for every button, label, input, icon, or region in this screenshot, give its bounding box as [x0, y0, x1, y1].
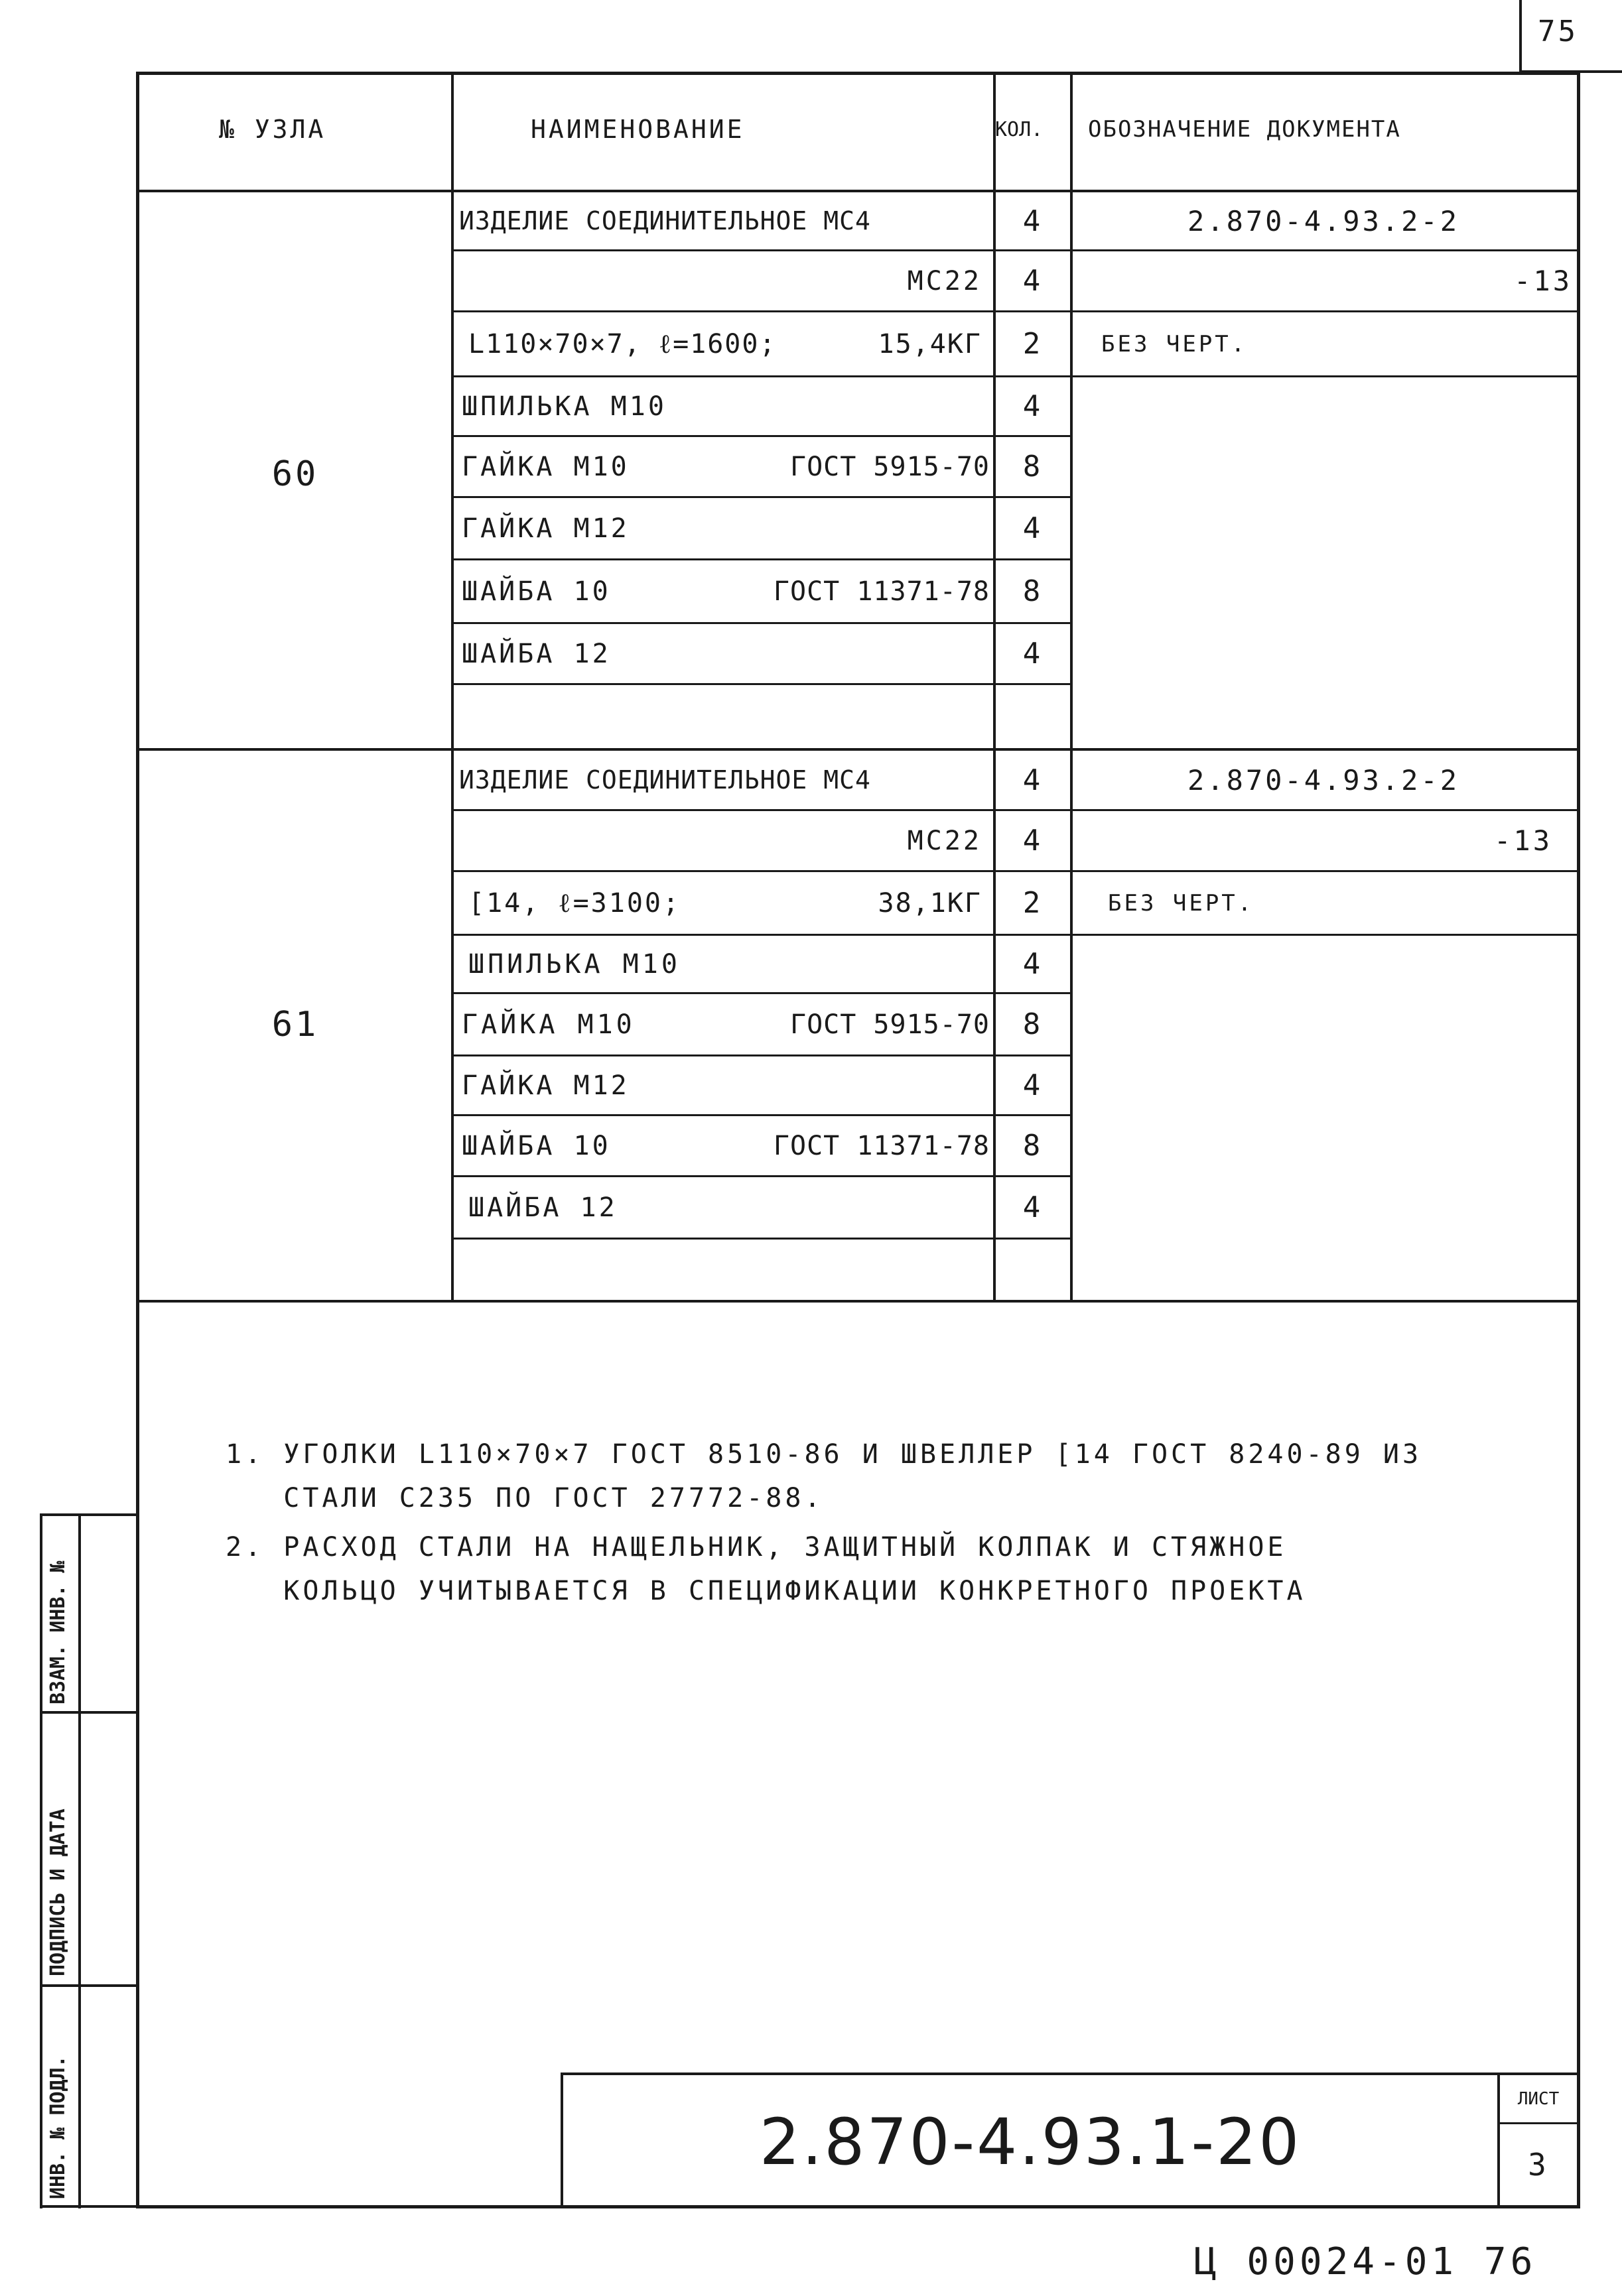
item-name: L110×70×7, ℓ=1600;	[468, 329, 777, 359]
footer-code: Ц 00024-01 76	[1194, 2240, 1537, 2283]
item-qty: 4	[1022, 947, 1044, 981]
item-qty: 8	[1022, 574, 1044, 608]
side-label-vzam: ВЗАМ. ИНВ. №	[46, 1561, 70, 1704]
note-2: 2. РАСХОД СТАЛИ НА НАЩЕЛЬНИК, ЗАЩИТНЫЙ КОЛПАК И СТЯЖНОЕ КОЛЬЦО УЧИТЫВАЕТСЯ В СПЕЦИФИКАЦИИ КОНКРЕТНОГО ПРОЕКТА	[226, 1532, 1306, 1606]
item-name: ГАЙКА М10	[462, 451, 630, 482]
item-name: [14, ℓ=3100;	[468, 888, 681, 919]
item-qty: 8	[1022, 1007, 1044, 1041]
item-qty: 2	[1022, 886, 1044, 920]
item-qty: 4	[1022, 763, 1044, 797]
item-qty: 8	[1022, 1129, 1044, 1163]
item-name: ШАЙБА 12	[468, 1192, 618, 1223]
sheet-label: ЛИСТ	[1517, 2088, 1560, 2109]
item-qty: 4	[1022, 1068, 1044, 1102]
item-name: ИЗДЕЛИЕ СОЕДИНИТЕЛЬНОЕ МС4	[459, 765, 871, 795]
item-name-right: ГОСТ 11371-78	[773, 576, 990, 607]
item-doc: 2.870-4.93.2-2	[1187, 763, 1460, 797]
item-qty: 4	[1022, 389, 1044, 423]
note-1: 1. УГОЛКИ L110×70×7 ГОСТ 8510-86 И ШВЕЛЛЕР [14 ГОСТ 8240-89 ИЗ СТАЛИ С235 ПО ГОСТ 27772-88.	[226, 1439, 1422, 1513]
item-name: ИЗДЕЛИЕ СОЕДИНИТЕЛЬНОЕ МС4	[459, 206, 871, 235]
item-doc: 2.870-4.93.2-2	[1187, 204, 1460, 237]
node-number: 60	[271, 454, 319, 494]
item-doc: -13	[1494, 824, 1552, 857]
item-name-right: 15,4КГ	[878, 328, 982, 359]
node-number: 61	[271, 1005, 319, 1045]
item-name-right: ГОСТ 11371-78	[773, 1130, 990, 1161]
item-name-right: ГОСТ 5915-70	[790, 451, 990, 482]
item-name: ГАЙКА М12	[462, 1070, 630, 1101]
item-qty: 4	[1022, 824, 1044, 858]
item-qty: 4	[1022, 204, 1044, 238]
item-name: ГАЙКА М10	[462, 1009, 636, 1040]
item-qty: 4	[1022, 264, 1044, 298]
item-doc: БЕЗ ЧЕРТ.	[1101, 330, 1248, 357]
item-name-right: ГОСТ 5915-70	[790, 1009, 990, 1040]
item-name: ШАЙБА 10	[462, 576, 611, 607]
item-qty: 8	[1022, 450, 1044, 483]
header-doc: ОБОЗНАЧЕНИЕ ДОКУМЕНТА	[1088, 116, 1401, 143]
item-name: ШПИЛЬКА М10	[462, 391, 667, 422]
header-qty: КОЛ.	[995, 117, 1044, 141]
item-doc: -13	[1514, 265, 1572, 297]
item-qty: 4	[1022, 511, 1044, 545]
item-name-right: 38,1КГ	[878, 887, 982, 919]
item-qty: 4	[1022, 1190, 1044, 1224]
sheet-number: 3	[1528, 2147, 1549, 2183]
item-qty: 4	[1022, 637, 1044, 670]
document-code: 2.870-4.93.1-20	[759, 2105, 1302, 2179]
item-name-right: МС22	[907, 265, 982, 296]
side-label-inv-podl: ИНВ. № ПОДЛ.	[46, 2055, 70, 2199]
item-name: ШАЙБА 12	[462, 638, 611, 669]
item-name-right: МС22	[907, 825, 982, 856]
item-qty: 2	[1022, 327, 1044, 361]
header-name: НАИМЕНОВАНИЕ	[531, 115, 745, 144]
item-name: ШАЙБА 10	[462, 1130, 611, 1161]
header-node: № УЗЛА	[219, 115, 326, 144]
side-label-podpis: ПОДПИСЬ И ДАТА	[46, 1809, 70, 1976]
item-name: ГАЙКА М12	[462, 513, 630, 544]
item-doc: БЕЗ ЧЕРТ.	[1108, 889, 1254, 917]
page-number: 75	[1538, 15, 1578, 48]
item-name: ШПИЛЬКА М10	[468, 948, 681, 980]
